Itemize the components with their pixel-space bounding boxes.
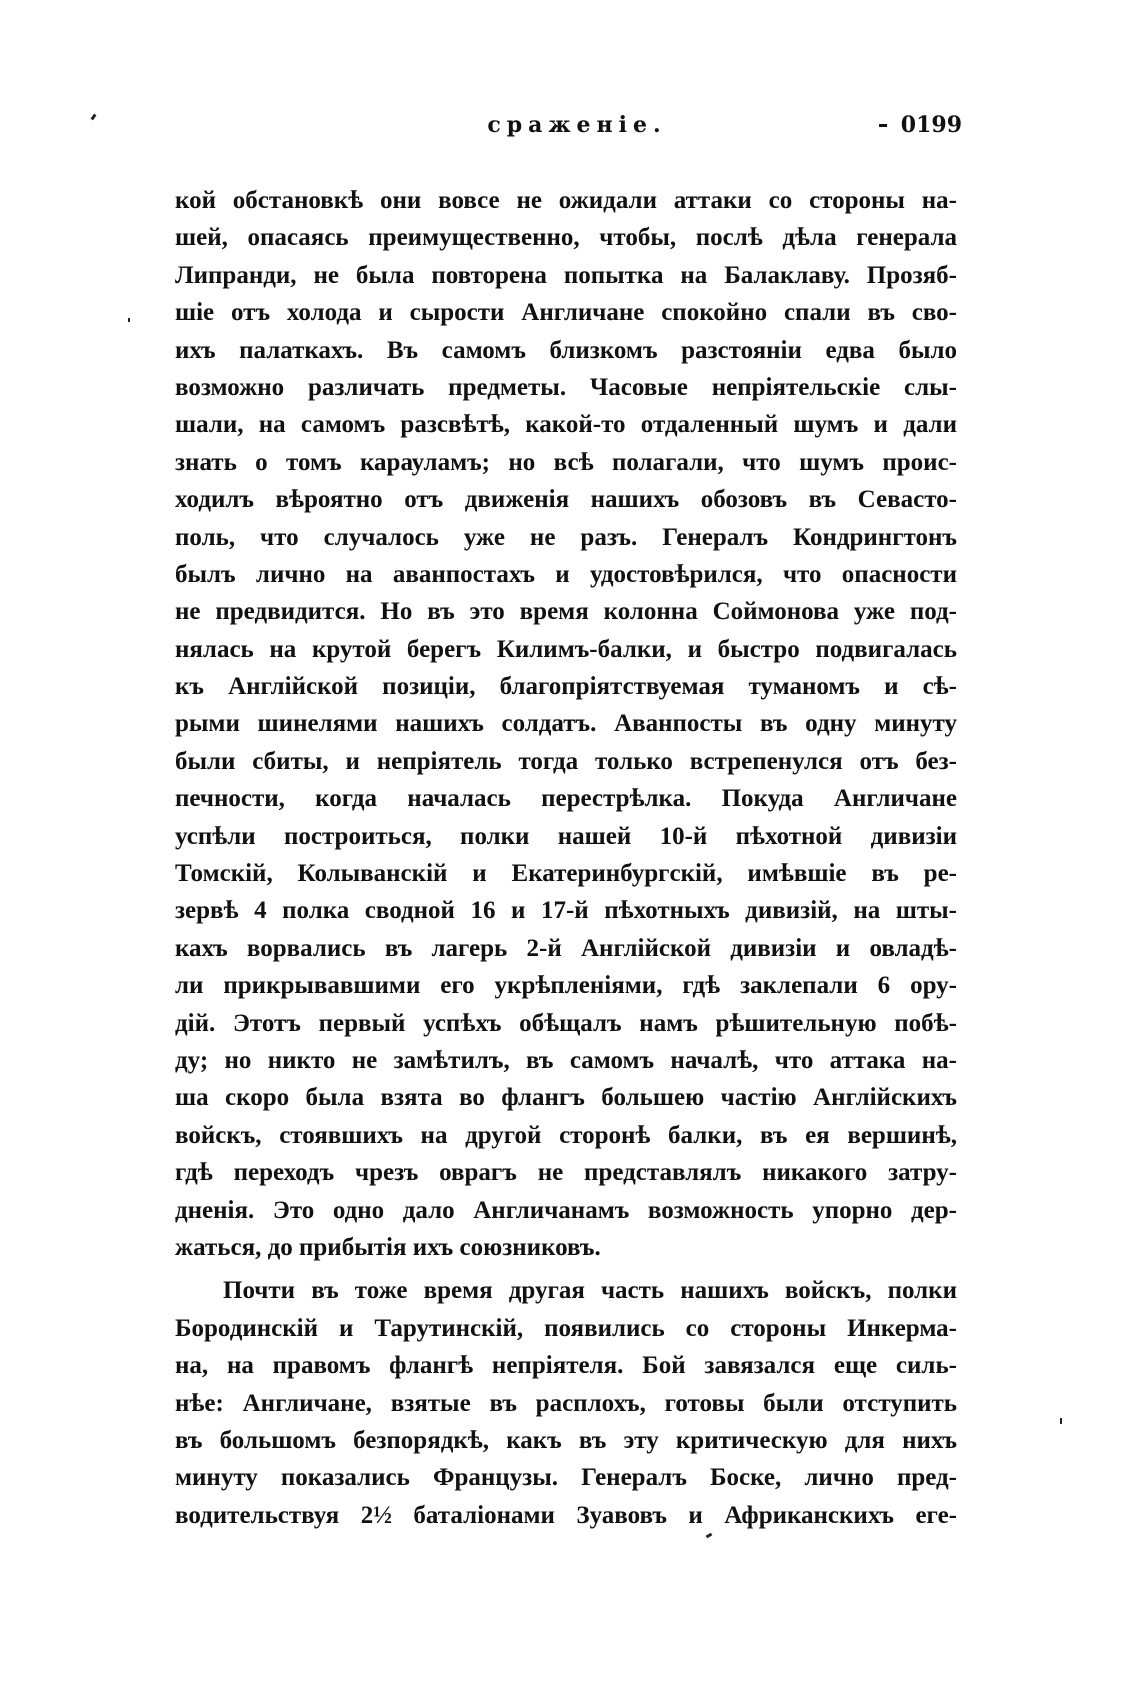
text-line: не предвидится. Но въ это время колонна Соймонова уже под- (175, 598, 957, 626)
text-line: печности, когда началась перестрѣлка. Покуда Англичане (175, 785, 957, 813)
text-line: Томскій, Колыванскій и Екатеринбургскій, имѣвшіе въ ре- (175, 860, 957, 888)
text-line: войскъ, стоявшихъ на другой сторонѣ балки, въ ея вершинѣ, (175, 1121, 957, 1149)
text-line: Липранди, не была повторена попытка на Балаклаву. Прозяб- (175, 261, 957, 289)
text-line: ду; но никто не замѣтилъ, въ самомъ началѣ, что аттака на- (175, 1046, 957, 1074)
text-line: минуту показались Французы. Генералъ Боске, лично пред- (175, 1464, 957, 1492)
text-line: гдѣ переходъ чрезъ оврагъ не представлялъ никакого затру- (175, 1159, 957, 1187)
text-line: Почти въ тоже время другая часть нашихъ войскъ, полки (223, 1277, 957, 1305)
body-text (175, 182, 957, 1534)
text-line: шіе отъ холода и сырости Англичане спокойно спали въ сво- (175, 299, 957, 327)
text-line: къ Англійской позиціи, благопріятствуемая туманомъ и сѣ- (175, 673, 957, 701)
page-header (192, 112, 962, 152)
text-line: шали, на самомъ разсвѣтѣ, какой-то отдаленный шумъ и дали (175, 411, 957, 439)
text-line: рыми шинелями нашихъ солдатъ. Аванпосты въ одну минуту (175, 710, 957, 738)
text-line: на, на правомъ флангѣ непріятеля. Бой завязался еще силь- (175, 1352, 957, 1380)
text-line: кахъ ворвались въ лагерь 2-й Англійской дивизіи и овладѣ- (175, 934, 957, 962)
text-line: нѣе: Англичане, взятые въ расплохъ, готовы были отступить (175, 1389, 957, 1417)
scan-speck (1060, 1418, 1062, 1424)
page-number: 0199 (900, 112, 962, 138)
text-line: зервѣ 4 полка сводной 16 и 17-й пѣхотныхъ дивизій, на шты- (175, 897, 957, 925)
text-line: Бородинскій и Тарутинскій, появились со стороны Инкерма- (175, 1314, 957, 1342)
scan-speck (128, 318, 130, 322)
text-line: возможно различать предметы. Часовые непріятельскіе слы- (175, 373, 957, 401)
paragraph (175, 1272, 957, 1534)
text-line: были сбиты, и непріятель тогда только встрепенулся отъ без- (175, 747, 957, 775)
scan-speck (91, 114, 97, 121)
text-line: ходилъ вѣроятно отъ движенія нашихъ обозовъ въ Севасто- (175, 486, 957, 514)
text-line: ихъ палаткахъ. Въ самомъ близкомъ разстояніи едва было (175, 336, 957, 364)
paragraph (175, 182, 957, 1266)
text-line: былъ лично на аванпостахъ и удостовѣрился, что опасности (175, 560, 957, 588)
text-line: дій. Этотъ первый успѣхъ обѣщалъ намъ рѣшительную побѣ- (175, 1009, 957, 1037)
text-line: кой обстановкѣ они вовсе не ожидали аттаки со стороны на- (175, 187, 957, 214)
text-line: въ большомъ безпорядкѣ, какъ въ эту критическую для нихъ (175, 1426, 957, 1454)
text-line: дненія. Это одно дало Англичанамъ возможность упорно дер- (175, 1196, 957, 1224)
text-line: жаться, до прибытія ихъ союзниковъ. (175, 1233, 601, 1261)
text-line: водительствуя 2½ баталіонами Зуавовъ и Африканскихъ еге- (175, 1501, 957, 1529)
text-line: поль, что случалось уже не разъ. Генералъ Кондрингтонъ (175, 523, 957, 551)
text-line: ша скоро была взята во флангъ большею частію Англійскихъ (175, 1084, 957, 1112)
text-line: шей, опасаясь преимущественно, чтобы, послѣ дѣла генерала (175, 224, 957, 252)
running-title: сраженіе. (487, 112, 667, 138)
text-line: знать о томъ карауламъ; но всѣ полагали, что шумъ проис- (175, 448, 957, 476)
text-line: нялась на крутой берегъ Килимъ-балки, и быстро подвигалась (175, 635, 957, 663)
text-line: успѣли построиться, полки нашей 10-й пѣхотной дивизіи (175, 822, 957, 850)
text-line: ли прикрывавшими его укрѣпленіями, гдѣ заклепали 6 ору- (175, 972, 957, 1000)
